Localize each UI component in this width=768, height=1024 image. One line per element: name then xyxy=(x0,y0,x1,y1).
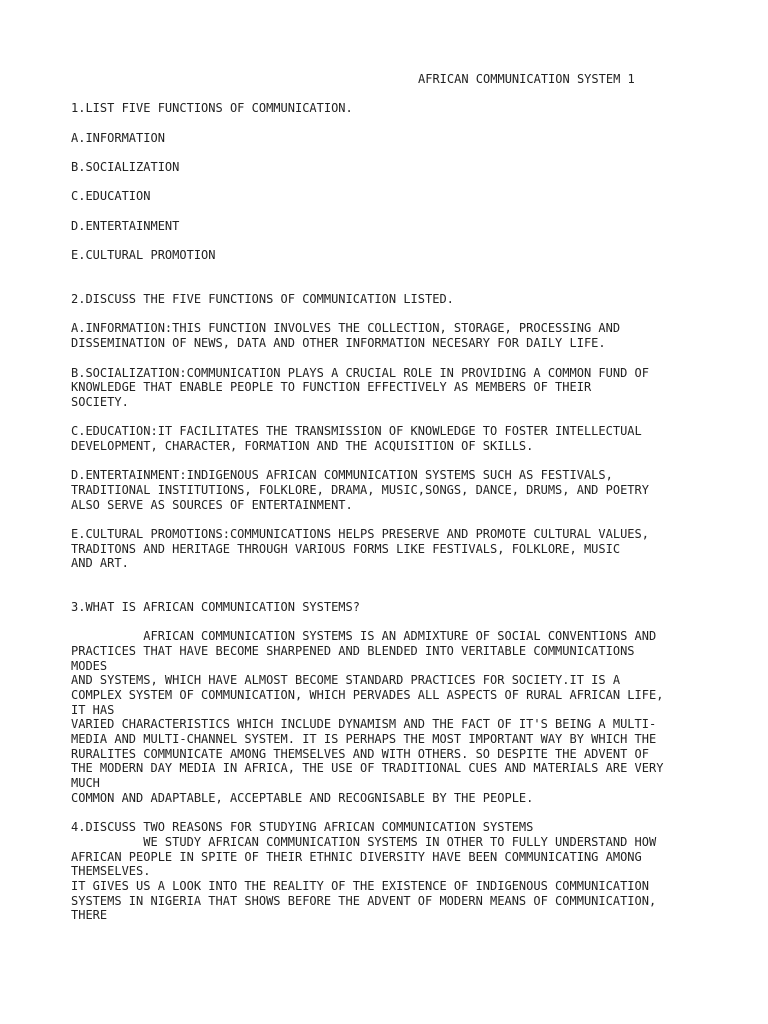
text-line: TRADITONS AND HERITAGE THROUGH VARIOUS FORMS LIKE FESTIVALS, FOLKLORE, MUSIC xyxy=(71,542,621,556)
text-line: IT HAS xyxy=(71,703,115,717)
document-title: AFRICAN COMMUNICATION SYSTEM 1 xyxy=(418,72,635,86)
question-3: 3.WHAT IS AFRICAN COMMUNICATION SYSTEMS? xyxy=(71,600,360,614)
text-line: A.INFORMATION:THIS FUNCTION INVOLVES THE COLLECTION, STORAGE, PROCESSING AND xyxy=(71,321,621,335)
text-line: AND ART. xyxy=(71,556,129,570)
question-2: 2.DISCUSS THE FIVE FUNCTIONS OF COMMUNICATION LISTED. xyxy=(71,292,454,306)
text-line: MUCH xyxy=(71,776,100,790)
text-line: KNOWLEDGE THAT ENABLE PEOPLE TO FUNCTION EFFECTIVELY AS MEMBERS OF THEIR xyxy=(71,380,592,394)
text-line: B.SOCIALIZATION:COMMUNICATION PLAYS A CRUCIAL ROLE IN PROVIDING A COMMON FUND OF xyxy=(71,366,649,380)
question-1: 1.LIST FIVE FUNCTIONS OF COMMUNICATION. xyxy=(71,101,353,115)
answer-item: A.INFORMATION xyxy=(71,131,165,145)
text-line: MEDIA AND MULTI-CHANNEL SYSTEM. IT IS PERHAPS THE MOST IMPORTANT WAY BY WHICH THE xyxy=(71,732,657,746)
text-line: AFRICAN COMMUNICATION SYSTEMS IS AN ADMIXTURE OF SOCIAL CONVENTIONS AND xyxy=(71,629,657,643)
text-line: TRADITIONAL INSTITUTIONS, FOLKLORE, DRAMA, MUSIC,SONGS, DANCE, DRUMS, AND POETRY xyxy=(71,483,649,497)
answer-item: D.ENTERTAINMENT xyxy=(71,219,180,233)
text-line: THERE xyxy=(71,908,108,922)
text-line: MODES xyxy=(71,659,108,673)
text-line: D.ENTERTAINMENT:INDIGENOUS AFRICAN COMMUNICATION SYSTEMS SUCH AS FESTIVALS, xyxy=(71,468,613,482)
text-line: SYSTEMS IN NIGERIA THAT SHOWS BEFORE THE ADVENT OF MODERN MEANS OF COMMUNICATION, xyxy=(71,894,657,908)
text-line: COMPLEX SYSTEM OF COMMUNICATION, WHICH PERVADES ALL ASPECTS OF RURAL AFRICAN LIFE, xyxy=(71,688,664,702)
text-line: C.EDUCATION:IT FACILITATES THE TRANSMISSION OF KNOWLEDGE TO FOSTER INTELLECTUAL xyxy=(71,424,642,438)
text-line: VARIED CHARACTERISTICS WHICH INCLUDE DYNAMISM AND THE FACT OF IT'S BEING A MULTI- xyxy=(71,717,657,731)
text-line: DISSEMINATION OF NEWS, DATA AND OTHER INFORMATION NECESARY FOR DAILY LIFE. xyxy=(71,336,606,350)
text-line: PRACTICES THAT HAVE BECOME SHARPENED AND BLENDED INTO VERITABLE COMMUNICATIONS xyxy=(71,644,635,658)
answer-item: B.SOCIALIZATION xyxy=(71,160,180,174)
text-line: AFRICAN PEOPLE IN SPITE OF THEIR ETHNIC DIVERSITY HAVE BEEN COMMUNICATING AMONG xyxy=(71,850,642,864)
text-line: SOCIETY. xyxy=(71,395,129,409)
question-4: 4.DISCUSS TWO REASONS FOR STUDYING AFRICAN COMMUNICATION SYSTEMS xyxy=(71,820,534,834)
text-line: IT GIVES US A LOOK INTO THE REALITY OF THE EXISTENCE OF INDIGENOUS COMMUNICATION xyxy=(71,879,649,893)
text-line: E.CULTURAL PROMOTIONS:COMMUNICATIONS HELPS PRESERVE AND PROMOTE CULTURAL VALUES, xyxy=(71,527,649,541)
text-line: COMMON AND ADAPTABLE, ACCEPTABLE AND RECOGNISABLE BY THE PEOPLE. xyxy=(71,791,534,805)
text-line: RURALITES COMMUNICATE AMONG THEMSELVES AND WITH OTHERS. SO DESPITE THE ADVENT OF xyxy=(71,747,649,761)
text-line: THE MODERN DAY MEDIA IN AFRICA, THE USE OF TRADITIONAL CUES AND MATERIALS ARE VERY xyxy=(71,761,664,775)
text-line: THEMSELVES. xyxy=(71,864,151,878)
text-line: DEVELOPMENT, CHARACTER, FORMATION AND THE ACQUISITION OF SKILLS. xyxy=(71,439,534,453)
answer-item: C.EDUCATION xyxy=(71,189,151,203)
answer-item: E.CULTURAL PROMOTION xyxy=(71,248,216,262)
text-line: WE STUDY AFRICAN COMMUNICATION SYSTEMS IN OTHER TO FULLY UNDERSTAND HOW xyxy=(71,835,657,849)
text-line: ALSO SERVE AS SOURCES OF ENTERTAINMENT. xyxy=(71,498,353,512)
text-line: AND SYSTEMS, WHICH HAVE ALMOST BECOME STANDARD PRACTICES FOR SOCIETY.IT IS A xyxy=(71,673,621,687)
